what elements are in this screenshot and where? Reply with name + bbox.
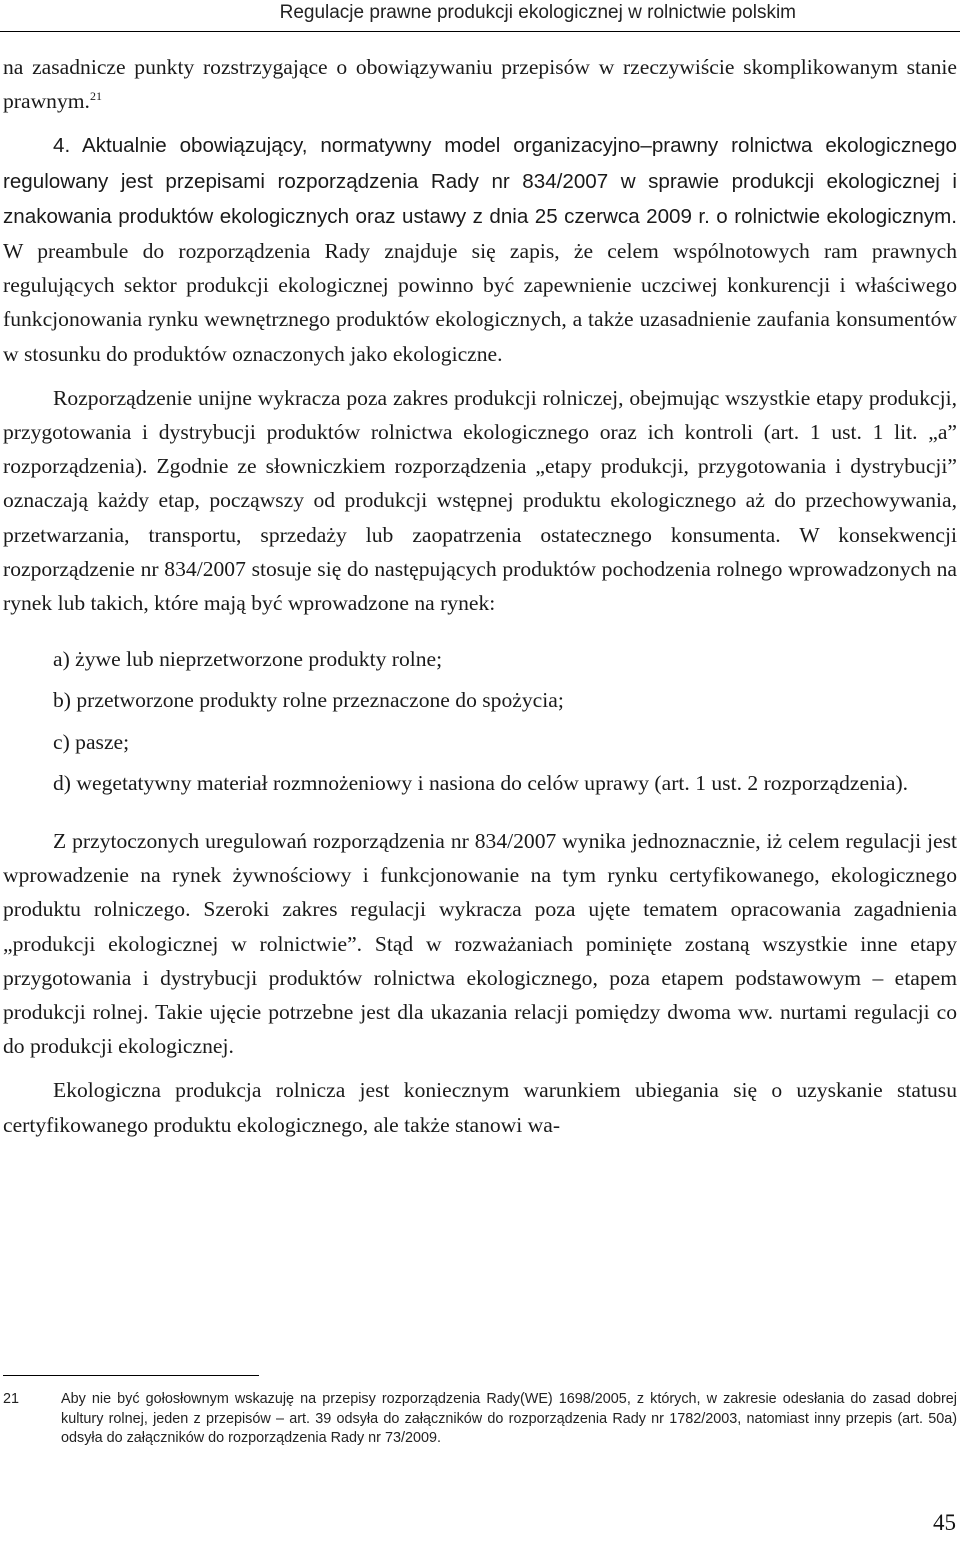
footnote-number: 21 [3, 1391, 20, 1407]
list-item: a) żywe lub nieprzetworzone produkty rolne; [53, 647, 443, 672]
paragraph-text: W preambule do rozporządzenia Rady znajduje się zapis, że celem wspólnotowych ram prawnych regulujących sektor produkcji ekologicznej powinno być zapewnienie uczciwej konkurencji i właściwego funkcjonowania rynku wewnętrznego produktów ekologicznych, a także uzasadnienie zaufania konsumentów w stosunku do produktów oznaczonych jako ekologiczne. [3, 239, 957, 366]
header-rule [0, 31, 960, 32]
paragraph-continuation [3, 50, 957, 118]
paragraph-text: na zasadnicze punkty rozstrzygające o obowiązywaniu przepisów w rzeczywiście skomplikowanym stanie prawnym. [3, 55, 957, 114]
footnote-text: Aby nie być gołosłownym wskazuję na przepisy rozporządzenia Rady(WE) 1698/2005, z których, w zakresie odesłania do zasad dobrej kultury rolnej, jeden z przepisów – art. 39 odsyła do załączników do rozporządzenia Rady nr 1782/2003, natomiast inny przepis (art. 50a) odsyła do załączników do rozporządzenia Rady nr 73/2009. [61, 1391, 957, 1447]
main-text [3, 50, 957, 1142]
paragraph-conclusion: Z przytoczonych uregulowań rozporządzenia nr 834/2007 wynika jednoznacznie, iż celem regulacji jest wprowadzenie na rynek żywnościowy i funkcjonowanie na tym rynku certyfikowanego, ekologicznego produktu rolniczego. Szeroki zakres regulacji wykracza poza ujęte tematem opracowania zagadnienia „produkcji ekologicznej w rolnictwie”. Stąd w rozważaniach pominięte zostaną wszystkie inne etapy przygotowania i dystrybucji produktów rolnictwa ekologicznego, poza etapem podstawowym – etapem produkcji rolnej. Takie ujęcie potrzebne jest dla ukazania relacji pomiędzy dwoma ww. nurtami regulacji co do produkcji ekologicznej. [3, 829, 957, 1059]
paragraph-ecological-production: Ekologiczna produkcja rolnicza jest koniecznym warunkiem ubiegania się o uzyskanie statusu certyfikowanego produktu ekologicznego, ale także stanowi wa- [3, 1078, 957, 1137]
footnote-reference: 21 [89, 89, 102, 104]
footnote [3, 1390, 957, 1449]
list-item: d) wegetatywny materiał rozmnożeniowy i nasiona do celów uprawy (art. 1 ust. 2 rozporządzenia). [53, 770, 909, 795]
paragraph-regulation-scope: Rozporządzenie unijne wykracza poza zakres produkcji rolniczej, obejmując wszystkie etapy produkcji, przygotowania i dystrybucji produktów rolnictwa ekologicznego oraz ich kontroli (art. 1 ust. 1 lit. „a” rozporządzenia). Zgodnie ze słowniczkiem rozporządzenia „etapy produkcji, przygotowania i dystrybucji” oznaczają każdy etap, począwszy od produkcji wstępnej produktu ekologicznego aż do przechowywania, przetwarzania, transportu, sprzedaży lub zaopatrzenia ostatecznego konsumenta. W konsekwencji rozporządzenie nr 834/2007 stosuje się do następujących produktów pochodzenia rolnego wprowadzonych na rynek lub takich, które mają być wprowadzone na rynek: [3, 385, 957, 616]
running-title: Regulacje prawne produkcji ekologicznej w rolnictwie polskim [279, 2, 796, 23]
footnote-rule [3, 1375, 259, 1376]
list-item: b) przetworzone produkty rolne przeznaczone do spożycia; [53, 688, 564, 713]
paragraph-lead-text: 4. Aktualnie obowiązujący, normatywny model organizacyjno–prawny rolnictwa ekologicznego regulowany jest przepisami rozporządzenia Rady nr 834/2007 w sprawie produkcji ekologicznej i znakowania produktów ekologicznych oraz ustawy z dnia 25 czerwca 2009 r. o rolnictwie ekologicznym. [3, 134, 957, 228]
product-list [53, 642, 957, 800]
page-number: 45 [933, 1510, 956, 1535]
list-item: c) pasze; [53, 729, 130, 754]
paragraph-section-4 [3, 128, 957, 370]
page-header [0, 0, 960, 38]
